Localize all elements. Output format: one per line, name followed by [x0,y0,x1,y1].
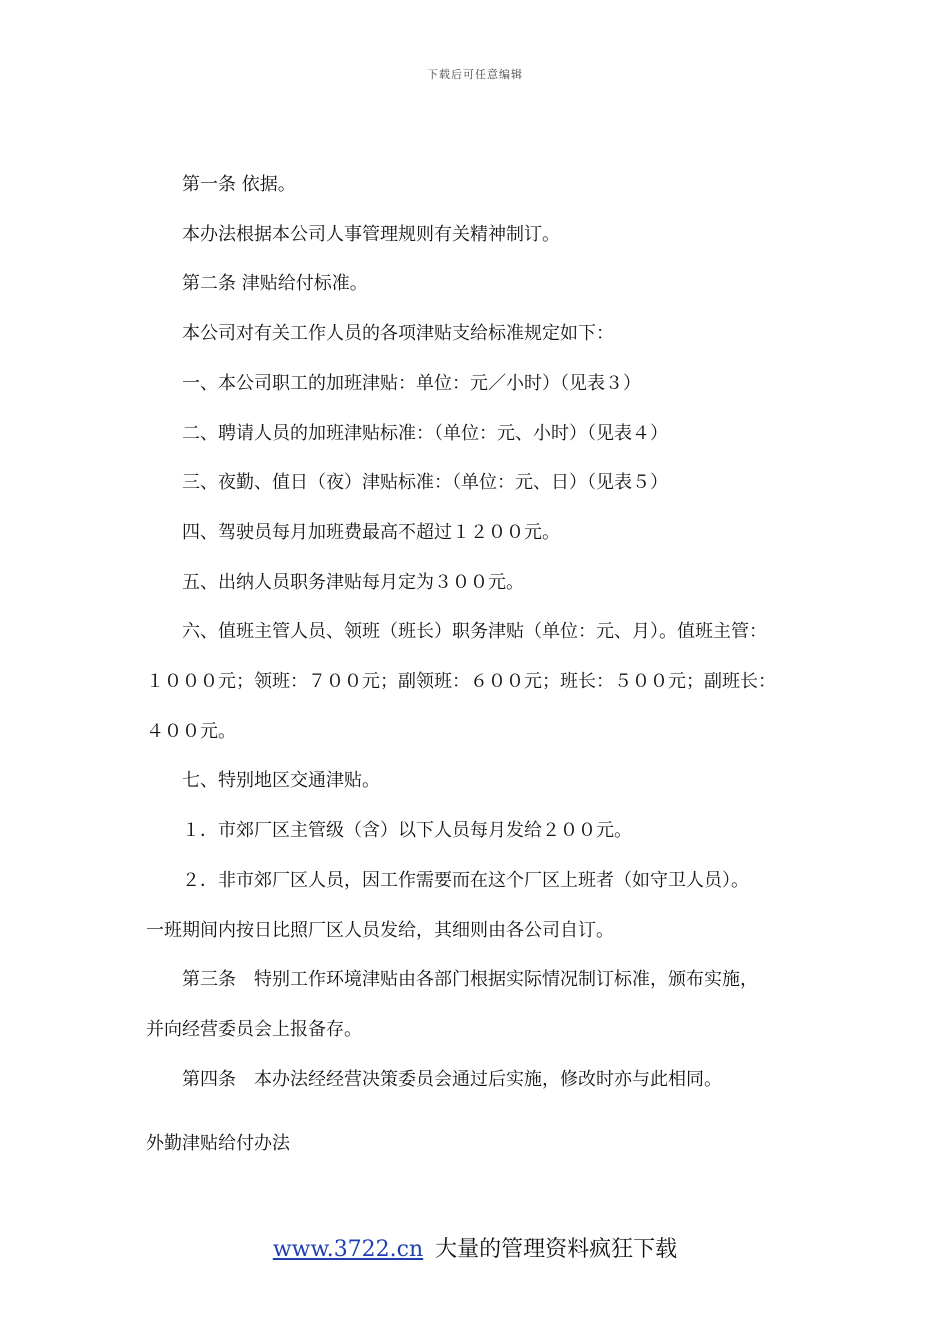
paragraph-article-1-heading: 第一条 依据。 [182,174,296,195]
sub-list-item: ２．非市郊厂区人员，因工作需要而在这个厂区上班者（如守卫人员）。 [182,869,749,891]
document-body [146,160,810,1104]
paragraph: 本办法根据本公司人事管理规则有关精神制订。 [182,223,560,245]
list-item-continuation: ４００元。 [146,720,236,742]
paragraph-article-4: 第四条 本办法经经营决策委员会通过后实施，修改时亦与此相同。 [182,1068,722,1090]
list-item: 二、聘请人员的加班津贴标准：（单位：元、小时）（见表４） [182,422,668,444]
list-item: 五、出纳人员职务津贴每月定为３００元。 [182,571,524,593]
paragraph-continuation: 并向经营委员会上报备存。 [146,1018,362,1040]
footer [0,1232,950,1268]
sub-list-item-continuation: 一班期间内按日比照厂区人员发给，其细则由各公司自订。 [146,919,614,941]
list-item: 六、值班主管人员、领班（班长）职务津贴（单位：元、月）。值班主管： [182,621,767,643]
footer-tagline: 大量的管理资料疯狂下载 [435,1237,678,1262]
list-item: 四、驾驶员每月加班费最高不超过１２００元。 [182,521,560,543]
footer-link[interactable]: www.3722.cn [272,1237,424,1262]
list-item: 三、夜勤、值日（夜）津贴标准：（单位：元、日）（见表５） [182,472,668,494]
paragraph-article-2-heading: 第二条 津贴给付标准。 [182,273,368,295]
list-item-continuation: １０００元；领班：７００元；副领班：６００元；班长：５００元；副班长： [146,671,776,693]
header-note: 下载后可任意编辑 [427,68,523,81]
paragraph-article-3: 第三条 特别工作环境津贴由各部门根据实际情况制订标准，颁布实施， [182,969,758,991]
section-title: 外勤津贴给付办法 [146,1133,290,1154]
list-item: 一、本公司职工的加班津贴：单位：元／小时）（见表３） [182,372,641,394]
sub-list-item: １．市郊厂区主管级（含）以下人员每月发给２００元。 [182,820,632,842]
paragraph: 本公司对有关工作人员的各项津贴支给标准规定如下： [182,323,614,345]
list-item: 七、特别地区交通津贴。 [182,770,380,792]
